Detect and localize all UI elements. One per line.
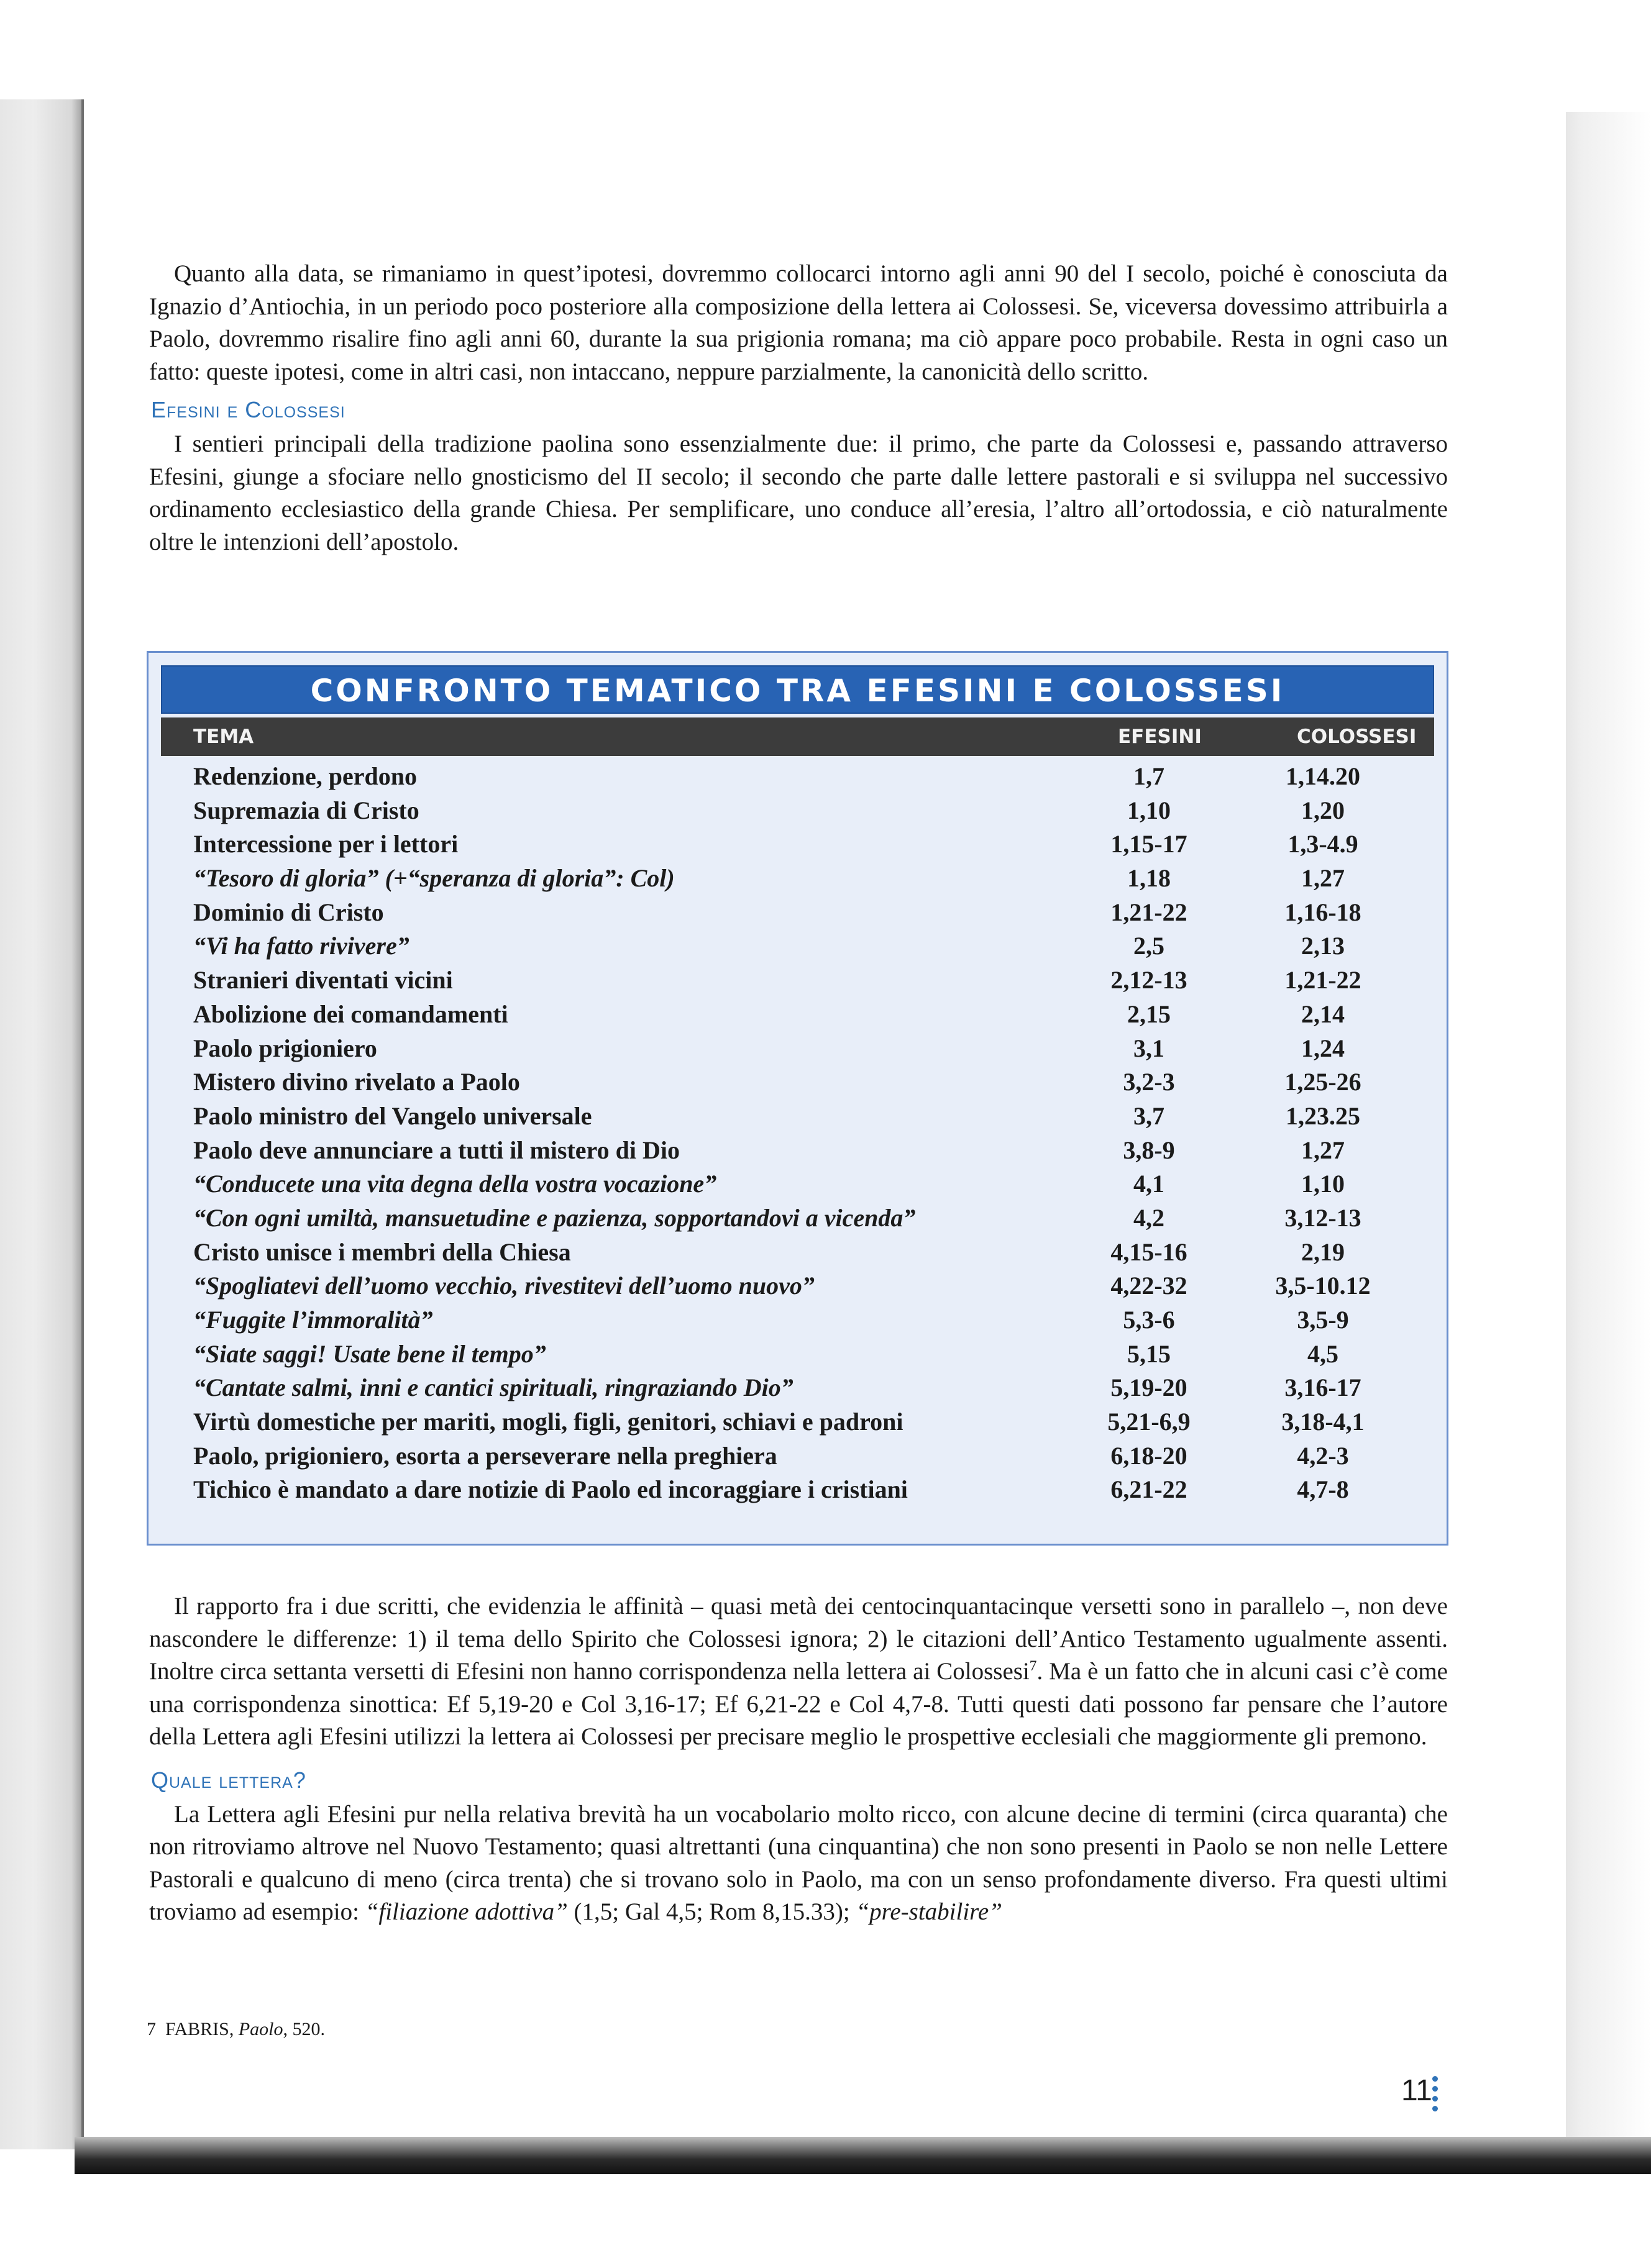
row-efesini: 4,2 [1133,1203,1164,1232]
table-row [149,1337,1447,1372]
table-row [149,1269,1447,1303]
row-efesini: 2,15 [1127,1000,1171,1028]
paragraph-2: I sentieri principali della tradizione paolina sono essenzialmente due: il primo, che parte da Colossesi e, passando attraverso Efesini, giunge a sfociare nello gnosticismo del II secolo; il secondo che parte dalle lettere pastorali e si sviluppa nel successivo ordinamento ecclesiastico della grande Chiesa. Per semplificare, uno conduce all’eresia, l’altro all’ortodossia, e ciò naturalmente oltre le intenzioni dell’apostolo. [149,430,1448,555]
row-colossesi: 3,5-10.12 [1275,1272,1371,1300]
section-heading-quale-lettera: Quale lettera? [151,1767,306,1793]
row-tema: Paolo, prigioniero, esorta a perseverare nella preghiera [193,1441,777,1470]
paragraph-4-mid: (1,5; Gal 4,5; Rom 8,15.33); [567,1898,856,1925]
paragraph-3-end: . Ma è un fatto che in alcuni casi c’è come una corrispondenza sinottica: Ef 5,19-20 e Col 3,16-17; Ef 6,21-22 e Col 4,7-8. Tutti questi dati possono far pensare che l’autore della Lettera agli Efesini utilizzi la lettera ai Colossesi per precisare meglio le prospettive ecclesiali che maggiormente gli premono. [149,1658,1448,1750]
row-colossesi: 1,16-18 [1284,898,1361,926]
row-efesini: 4,22-32 [1110,1272,1187,1300]
row-tema: Mistero divino rivelato a Paolo [193,1068,520,1096]
row-colossesi: 1,10 [1301,1170,1345,1198]
row-colossesi: 3,5-9 [1297,1306,1349,1334]
row-efesini: 6,18-20 [1110,1441,1187,1470]
row-colossesi: 2,13 [1301,932,1345,960]
row-colossesi: 3,18-4,1 [1281,1408,1365,1436]
row-colossesi: 1,27 [1301,864,1345,893]
table-row [149,1236,1447,1270]
row-efesini: 5,3-6 [1123,1306,1175,1334]
row-colossesi: 2,14 [1301,1000,1345,1028]
row-efesini: 1,18 [1127,864,1171,893]
table-row [149,1032,1447,1066]
row-efesini: 1,7 [1133,762,1164,790]
row-tema: Stranieri diventati vicini [193,966,453,995]
table-row [149,760,1447,794]
row-efesini: 3,1 [1133,1034,1164,1062]
row-tema: Tichico è mandato a dare notizie di Paolo ed incoraggiare i cristiani [193,1475,908,1504]
row-colossesi: 4,7-8 [1297,1475,1349,1504]
table-row [149,827,1447,862]
row-colossesi: 3,16-17 [1284,1373,1361,1402]
row-colossesi: 1,25-26 [1284,1068,1361,1096]
row-tema: “Fuggite l’immoralità” [193,1306,433,1334]
page-number: 11 [1401,2074,1432,2107]
header-colossesi: COLOSSESI [1297,726,1417,748]
table-row [149,1134,1447,1168]
quote-filiazione: “filiazione adottiva” [365,1898,568,1925]
row-colossesi: 3,12-13 [1284,1203,1361,1232]
table-row [149,794,1447,828]
row-tema: Dominio di Cristo [193,898,384,926]
row-tema: Paolo prigioniero [193,1034,377,1062]
row-colossesi: 1,3-4.9 [1287,830,1358,858]
paragraph-4-text: La Lettera agli Efesini pur nella relativa brevità ha un vocabolario molto ricco, con alcune decine di termini (circa quaranta) che non ritroviamo altrove nel Nuovo Testamento; quasi altrettanti (una cinquantina) che non sono presenti in Paolo se non nelle Lettere Pastorali e qualcuno di meno (circa trenta) che si trovano solo in Paolo, ma con un senso profondamente diverso. Fra questi ultimi troviamo ad esempio: [149,1800,1448,1925]
row-tema: Cristo unisce i membri della Chiesa [193,1237,571,1266]
row-colossesi: 1,14.20 [1286,762,1360,790]
row-tema: Virtù domestiche per mariti, mogli, figli, genitori, schiavi e padroni [193,1408,903,1436]
row-tema: “Con ogni umiltà, mansuetudine e pazienza, sopportandovi a vicenda” [193,1203,916,1232]
footnote-author: FABRIS, [165,2019,234,2039]
footnote-work: Paolo [238,2019,283,2039]
row-colossesi: 4,2-3 [1297,1441,1349,1470]
row-tema: “Tesoro di gloria” (+“speranza di gloria”: Col) [193,864,675,893]
row-tema: Intercessione per i lettori [193,830,459,858]
header-efesini: EFESINI [1118,726,1202,748]
row-efesini: 6,21-22 [1110,1475,1187,1504]
table-row [149,929,1447,963]
table-header [161,717,1434,756]
row-efesini: 4,15-16 [1110,1237,1187,1266]
paragraph-3-text: Il rapporto fra i due scritti, che evidenzia le affinità – quasi metà dei centocinquantacinque versetti sono in parallelo –, non deve nascondere le differenze: 1) il tema dello Spirito che Colossesi ignora; 2) le citazioni dell’Antico Testamento ugualmente assenti. Inoltre circa settanta versetti di Efesini non hanno corrispondenza nella lettera ai Colossesi [149,1593,1448,1685]
footnote-page: , 520. [283,2019,325,2039]
header-tema: TEMA [193,726,254,748]
row-colossesi: 1,24 [1301,1034,1345,1062]
scan-right-edge [1552,112,1651,2162]
footnote-ref: 7 [1029,1658,1037,1674]
page-dots-ornament [1432,2076,1441,2116]
table-rows [149,760,1447,1507]
row-tema: Supremazia di Cristo [193,796,419,824]
row-tema: “Conducete una vita degna della vostra vocazione” [193,1170,717,1198]
section-heading-efesini-colossesi: Efesini e Colossesi [151,397,345,422]
row-tema: Abolizione dei comandamenti [193,1000,508,1028]
table-row [149,1167,1447,1201]
row-efesini: 2,12-13 [1110,966,1187,995]
row-efesini: 5,15 [1127,1339,1171,1368]
row-efesini: 2,5 [1133,932,1164,960]
row-colossesi: 2,19 [1301,1237,1345,1266]
paragraph-1: Quanto alla data, se rimaniamo in quest’ipotesi, dovremmo collocarci intorno agli anni 90 del I secolo, poiché è conosciuta da Ignazio d’Antiochia, in un periodo poco posteriore alla composizione della lettera ai Colossesi. Se, viceversa dovessimo attribuirla a Paolo, dovremmo risalire fino agli anni 60, durante la sua prigionia romana; ma ciò appare poco probabile. Resta in ogni caso un fatto: queste ipotesi, come in altri casi, non intaccano, neppure parzialmente, la canonicità dello scritto. [149,260,1448,385]
row-efesini: 4,1 [1133,1170,1164,1198]
row-efesini: 5,19-20 [1110,1373,1187,1402]
paragraph-4 [149,1798,1448,1929]
row-colossesi: 1,21-22 [1284,966,1361,995]
table-row [149,998,1447,1032]
row-efesini: 1,21-22 [1110,898,1187,926]
scan-bottom-edge [75,2137,1651,2174]
table-row [149,963,1447,998]
row-efesini: 1,10 [1127,796,1171,824]
row-tema: Paolo ministro del Vangelo universale [193,1101,592,1130]
row-colossesi: 1,27 [1301,1136,1345,1164]
row-colossesi: 4,5 [1307,1339,1338,1368]
comparison-table [147,651,1448,1546]
row-tema: “Siate saggi! Usate bene il tempo” [193,1339,546,1368]
table-row [149,1371,1447,1405]
row-tema: “Vi ha fatto rivivere” [193,932,409,960]
row-tema: Redenzione, perdono [193,762,417,790]
paragraph-3 [149,1590,1448,1754]
row-efesini: 3,7 [1133,1101,1164,1130]
scan-left-edge [0,99,84,2149]
row-efesini: 1,15-17 [1110,830,1187,858]
quote-prestabilire: “pre-stabilire” [856,1898,1002,1925]
row-tema: “Spogliatevi dell’uomo vecchio, rivestitevi dell’uomo nuovo” [193,1272,815,1300]
table-title: CONFRONTO TEMATICO TRA EFESINI E COLOSSESI [161,665,1434,714]
table-row [149,1473,1447,1507]
table-row [149,896,1447,930]
footnote-number: 7 [147,2019,156,2039]
footnote [147,2019,325,2040]
row-efesini: 3,8-9 [1123,1136,1175,1164]
text-top [149,258,1448,558]
row-efesini: 5,21-6,9 [1107,1408,1191,1436]
row-colossesi: 1,23.25 [1286,1101,1360,1130]
table-row [149,862,1447,896]
row-tema: Paolo deve annunciare a tutti il mistero di Dio [193,1136,680,1164]
table-row [149,1100,1447,1134]
table-row [149,1405,1447,1439]
text-bottom [149,1590,1448,1929]
row-tema: “Cantate salmi, inni e cantici spirituali, ringraziando Dio” [193,1373,793,1402]
table-row [149,1201,1447,1236]
row-efesini: 3,2-3 [1123,1068,1175,1096]
row-colossesi: 1,20 [1301,796,1345,824]
table-row [149,1303,1447,1337]
table-row [149,1065,1447,1100]
table-row [149,1439,1447,1473]
